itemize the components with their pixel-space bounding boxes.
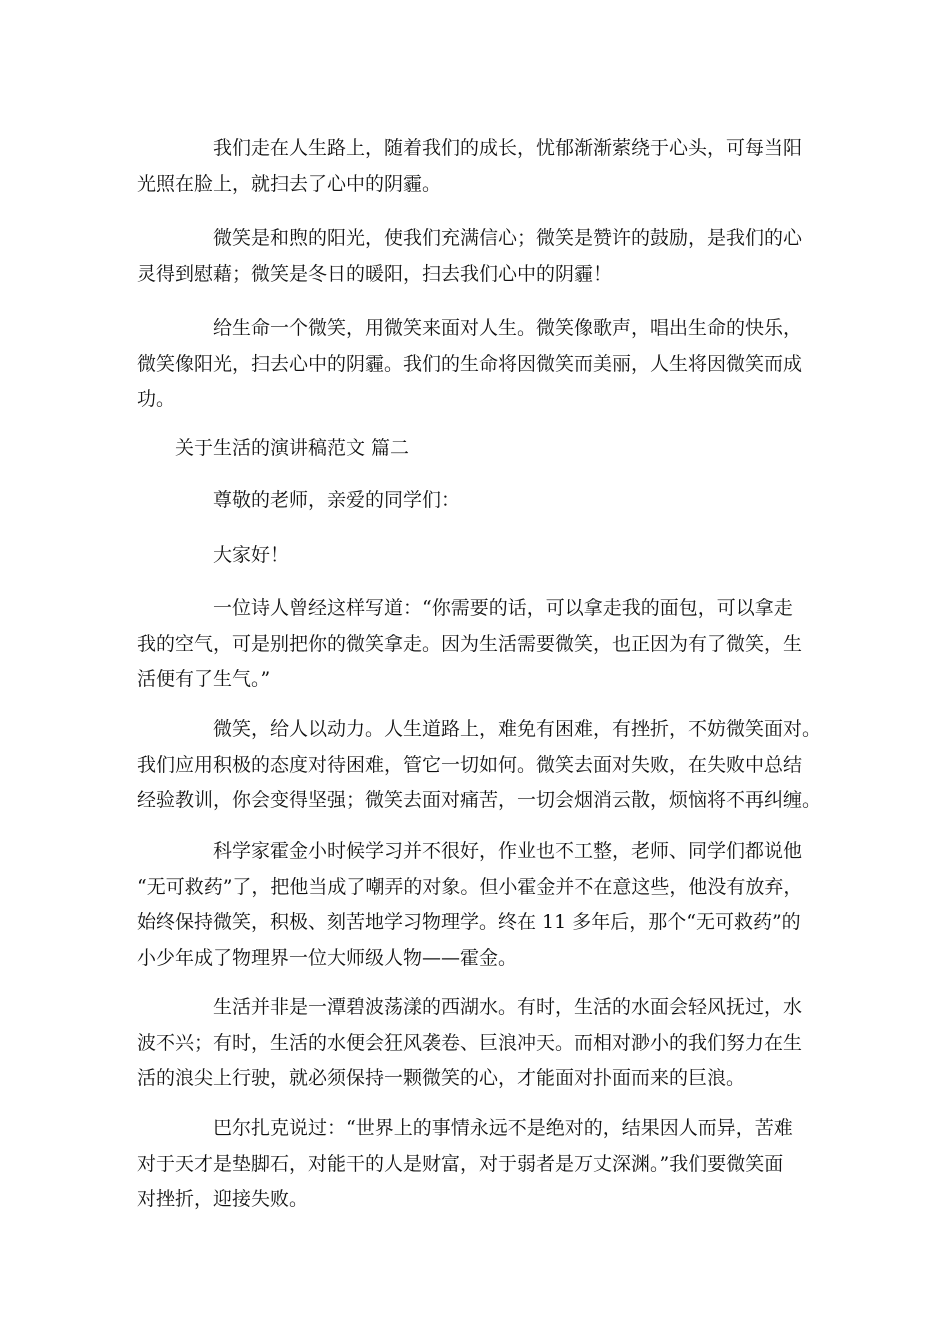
paragraph-poet-quote <box>137 591 827 698</box>
salutation: 大家好！ <box>213 544 290 566</box>
paragraph-line: 给生命一个微笑，用微笑来面对人生。微笑像歌声，唱出生命的快乐， <box>213 317 803 339</box>
paragraph-line: 对挫折，迎接失败。 <box>137 1188 309 1210</box>
paragraph-line: 活便有了生气。” <box>137 668 271 690</box>
paragraph-line: 功。 <box>137 388 176 410</box>
paragraph-line: 微笑是和煦的阳光，使我们充满信心；微笑是赞许的鼓励，是我们的心 <box>213 227 803 249</box>
paragraph-hawking <box>137 834 827 976</box>
paragraph-line: 我们应用积极的态度对待困难，管它一切如何。微笑去面对失败，在失败中总结 <box>137 753 803 776</box>
paragraph-line: 始终保持微笑，积极、刻苦地学习物理学。终在 11 多年后，那个“无可救药”的 <box>137 911 801 933</box>
paragraph-smile-growth <box>137 131 827 202</box>
section-title: 关于生活的演讲稿范文 篇二 <box>175 437 410 459</box>
paragraph-line: 微笑，给人以动力。人生道路上，难免有困难，有挫折，不妨微笑面对。 <box>213 718 822 740</box>
paragraph-line: 巴尔扎克说过：“世界上的事情永远不是绝对的，结果因人而异，苦难 <box>213 1117 793 1139</box>
paragraph-balzac <box>137 1111 827 1218</box>
paragraph-line: 一位诗人曾经这样写道：“你需要的话，可以拿走我的面包，可以拿走 <box>213 597 793 619</box>
greeting: 尊敬的老师，亲爱的同学们： <box>213 489 461 511</box>
paragraph-line: 我们走在人生路上，随着我们的成长，忧郁渐渐萦绕于心头，可每当阳 <box>213 137 803 159</box>
paragraph-line: 小少年成了物理界一位大师级人物——霍金。 <box>137 946 518 969</box>
paragraph-line: 活的浪尖上行驶，就必须保持一颗微笑的心，才能面对扑面而来的巨浪。 <box>137 1067 746 1089</box>
paragraph-line: 灵得到慰藉；微笑是冬日的暖阳，扫去我们心中的阴霾！ <box>137 262 613 285</box>
paragraph-line: 对于天才是垫脚石，对能干的人是财富，对于弱者是万丈深渊。”我们要微笑面 <box>137 1152 784 1175</box>
paragraph-line: 我的空气，可是别把你的微笑拿走。因为生活需要微笑，也正因为有了微笑，生 <box>137 632 803 655</box>
paragraph-smile-sunshine <box>137 221 827 292</box>
paragraph-smile-motivation <box>137 712 827 819</box>
paragraph-line: 经验教训，你会变得坚强；微笑去面对痛苦，一切会烟消云散，烦恼将不再纠缠。 <box>137 789 822 811</box>
paragraph-line: 微笑像阳光，扫去心中的阴霾。我们的生命将因微笑而美丽，人生将因微笑而成 <box>137 352 803 375</box>
paragraph-line: 科学家霍金小时候学习并不很好，作业也不工整，老师、同学们都说他 <box>213 840 803 862</box>
paragraph-line: 生活并非是一潭碧波荡漾的西湖水。有时，生活的水面会轻风抚过，水 <box>213 996 803 1018</box>
paragraph-line: 波不兴；有时，生活的水便会狂风袭卷、巨浪冲天。而相对渺小的我们努力在生 <box>137 1031 803 1054</box>
paragraph-west-lake <box>137 990 827 1097</box>
paragraph-smile-life <box>137 311 827 418</box>
paragraph-line: 光照在脸上，就扫去了心中的阴霾。 <box>137 172 442 195</box>
paragraph-line: “无可救药”了，把他当成了嘲弄的对象。但小霍金并不在意这些，他没有放弃， <box>137 875 803 898</box>
